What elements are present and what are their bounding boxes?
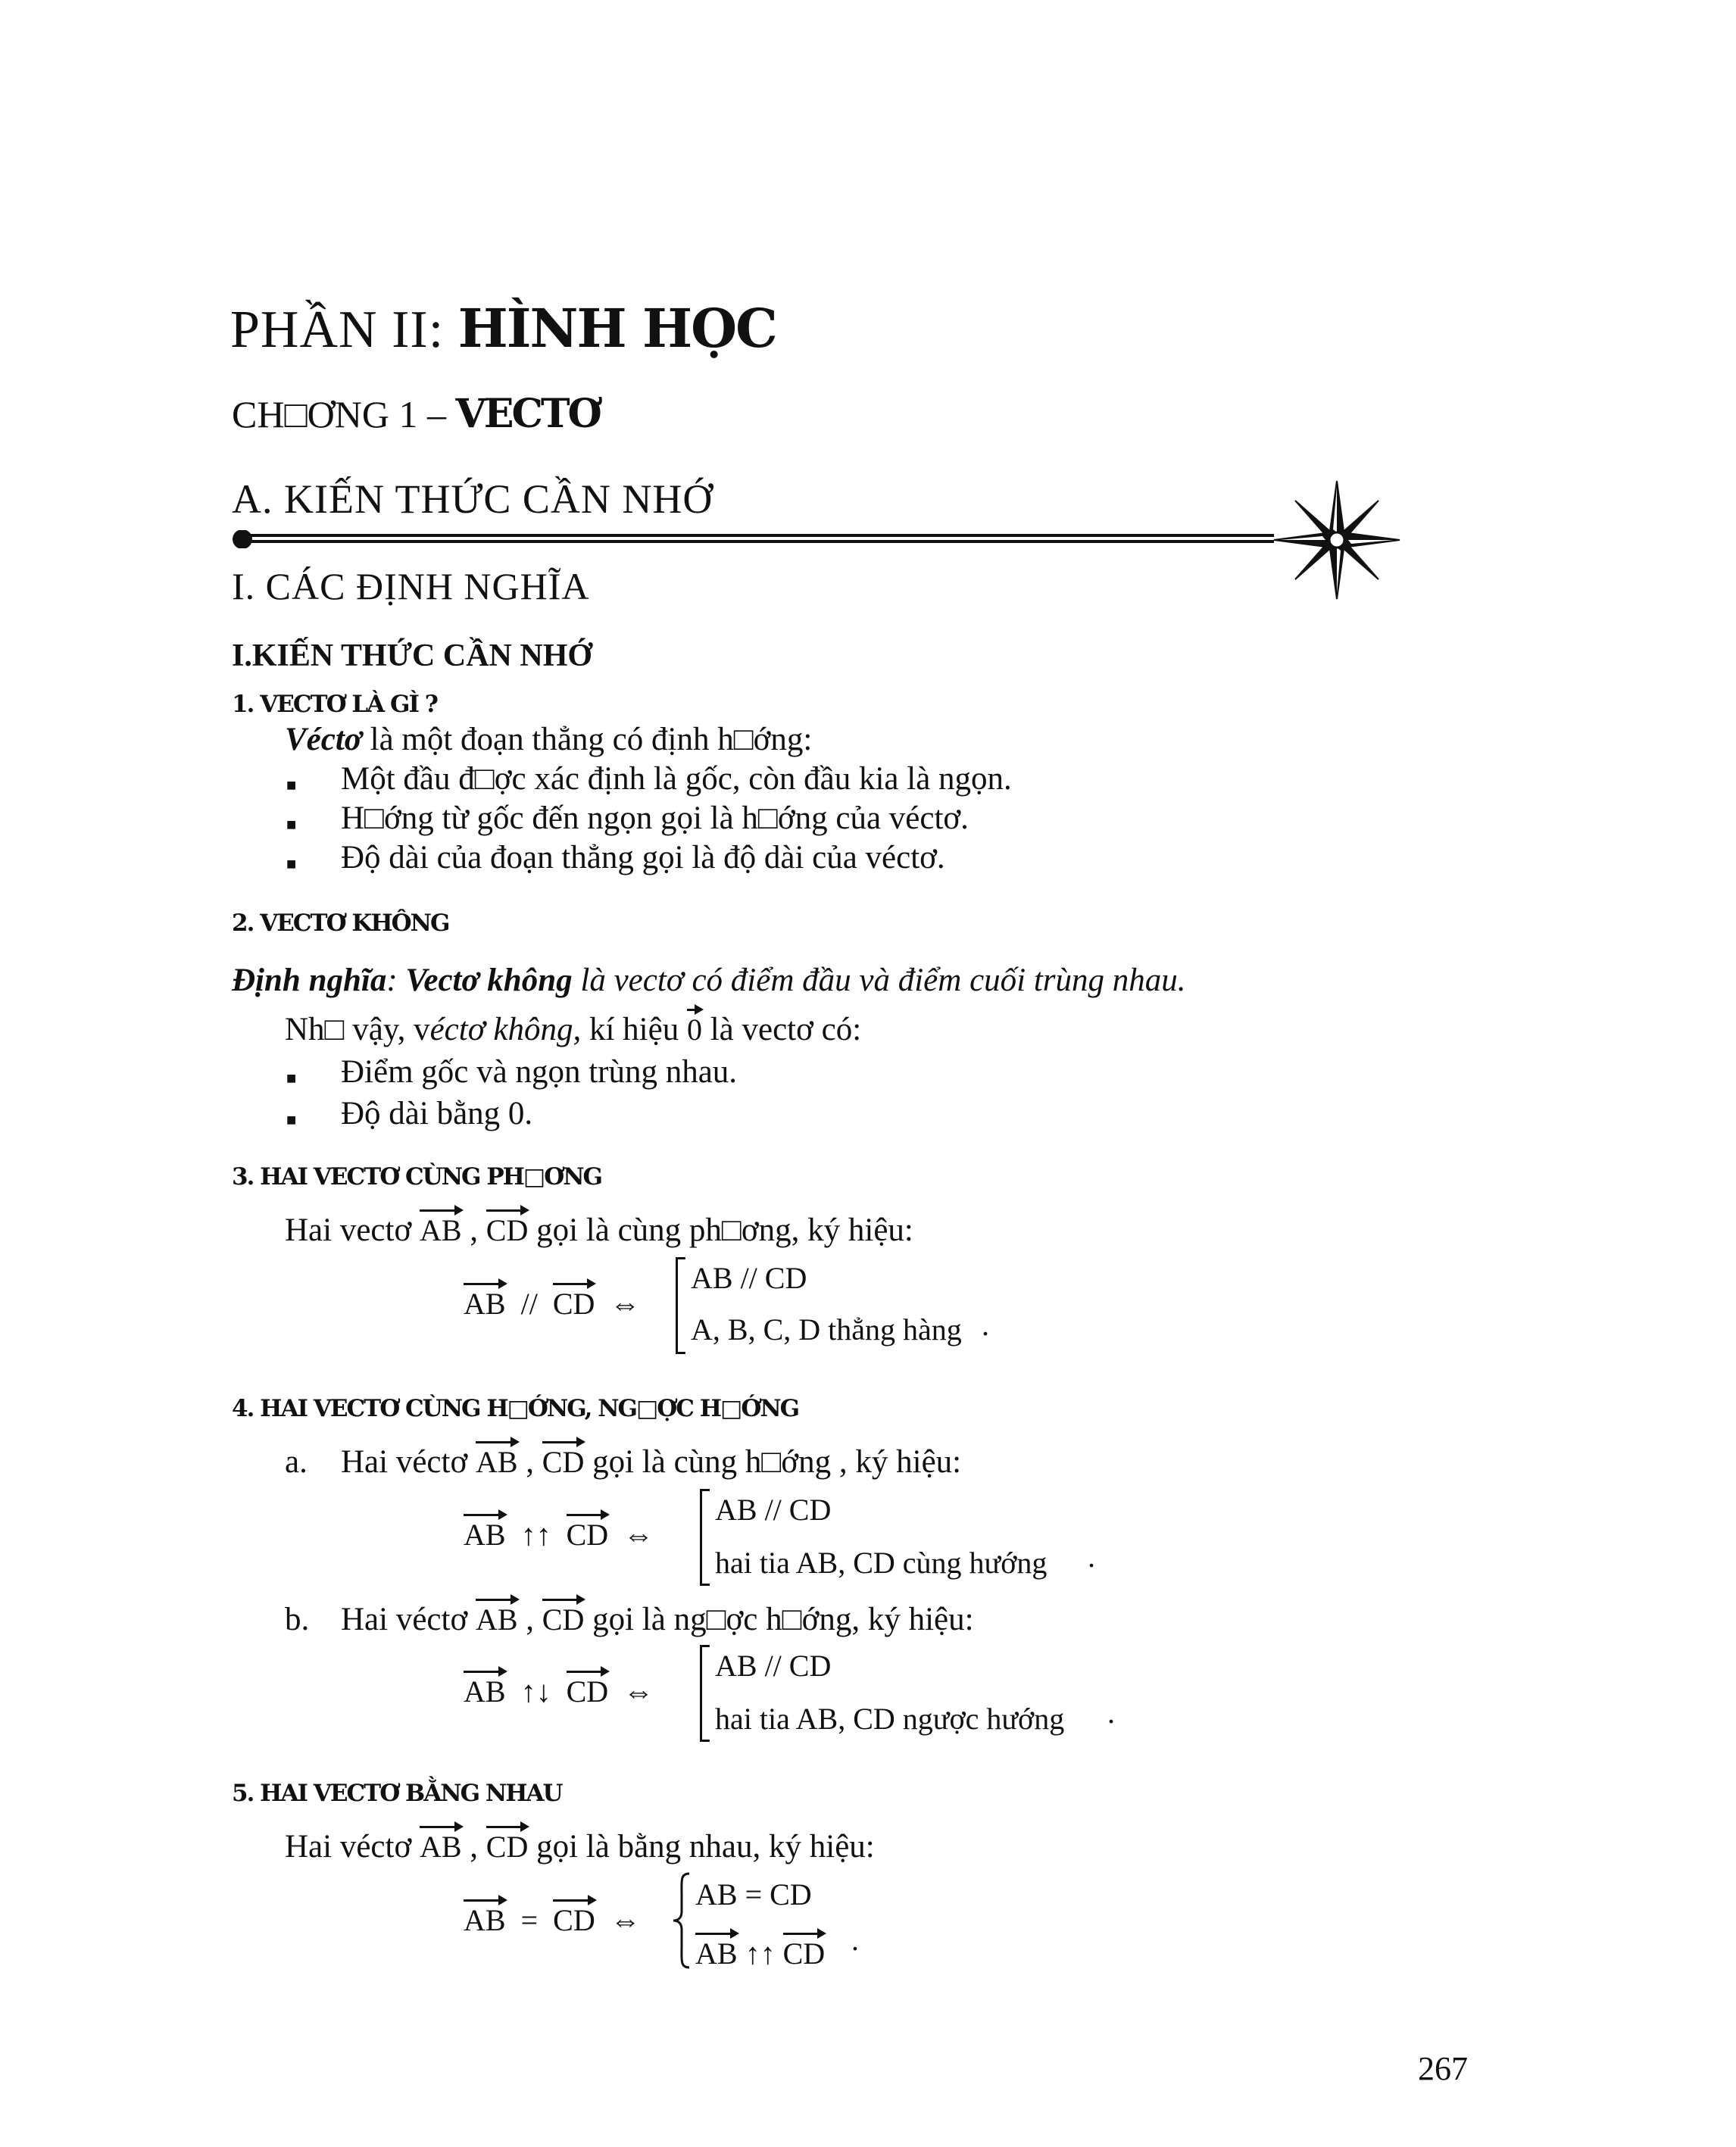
item3-condition-2: A, B, C, D thẳng hàng	[691, 1312, 962, 1347]
item4b-intro-b: gọi là ng□ợc h□ớng, ký hiệu:	[584, 1602, 974, 1637]
item3-intro	[285, 1212, 913, 1249]
item4b-bracket	[700, 1645, 710, 1742]
item5-intro	[285, 1828, 875, 1865]
item3-condition-1: AB // CD	[691, 1261, 807, 1295]
item2-zero-vector-line	[285, 1011, 861, 1048]
knowledge-heading: I.KIẾN THỨC CẦN NHỚ	[232, 638, 593, 673]
item2-line-c: kí hiệu	[581, 1012, 687, 1047]
bullet-icon: ■	[286, 775, 297, 794]
item2-bullet-2: Độ dài bằng 0.	[341, 1096, 533, 1131]
chapter-title	[232, 391, 600, 437]
vector-ab: AB	[475, 1602, 518, 1637]
vector-cd: CD	[486, 1213, 529, 1247]
item4b-intro	[341, 1601, 974, 1638]
item4a-intro-a: Hai véctơ	[341, 1444, 476, 1480]
comma: ,	[517, 1602, 535, 1637]
item4b-equivalence	[464, 1674, 654, 1709]
section-a-heading: A. KIẾN THỨC CẦN NHỚ	[232, 476, 713, 522]
item4a-equivalence	[464, 1517, 654, 1553]
bullet-icon: ■	[286, 1069, 297, 1088]
item4a-bracket	[700, 1489, 710, 1586]
item5-intro-a: Hai véctơ	[285, 1829, 420, 1865]
same-direction-symbol: ↑↑	[745, 1936, 776, 1971]
iff-symbol: ⇔	[623, 1674, 654, 1709]
period: .	[851, 1923, 859, 1957]
iff-symbol: ⇔	[610, 1287, 641, 1321]
vector-cd: CD	[552, 1287, 595, 1321]
vector-ab: AB	[464, 1518, 506, 1552]
item4a-condition-2: hai tia AB, CD cùng hướng	[715, 1546, 1048, 1580]
part-title	[230, 297, 776, 360]
item3-equivalence	[464, 1286, 640, 1322]
bullet-icon: ■	[286, 854, 297, 873]
vector-ab: AB	[464, 1287, 506, 1321]
item4b-condition-1: AB // CD	[715, 1649, 832, 1683]
vector-ab: AB	[419, 1830, 462, 1864]
same-direction-symbol: ↑↑	[520, 1518, 551, 1552]
item3-intro-b: gọi là cùng ph□ơng, ký hiệu:	[528, 1212, 913, 1248]
zero-vector: 0	[686, 1013, 702, 1047]
item1-bullet-2: H□ớng từ gốc đến ngọn gọi là h□ớng của véctơ.	[341, 800, 969, 836]
section-divider	[232, 530, 1274, 548]
period: .	[982, 1308, 989, 1342]
chapter-prefix: CH□ƠNG 1 –	[232, 393, 456, 435]
item2-line-b: éctơ không,	[429, 1012, 582, 1047]
item2-definition	[232, 962, 1186, 999]
item4a-condition-1: AB // CD	[715, 1493, 832, 1527]
item1-bullet-3: Độ dài của đoạn thẳng gọi là độ dài của véctơ.	[341, 840, 945, 875]
item4a-intro	[341, 1443, 961, 1481]
vector-cd: CD	[486, 1830, 529, 1864]
vector-ab: AB	[475, 1445, 518, 1479]
item4a-intro-b: gọi là cùng h□ớng , ký hiệu:	[584, 1444, 962, 1480]
vector-ab: AB	[464, 1674, 506, 1709]
item4a-label: a.	[285, 1444, 308, 1480]
item5-heading: 5. HAI VECTƠ BẰNG NHAU	[232, 1780, 562, 1807]
comma: ,	[461, 1829, 479, 1865]
item3-intro-a: Hai vectơ	[285, 1212, 420, 1248]
vector-cd: CD	[566, 1674, 609, 1709]
curly-brace-icon	[671, 1872, 692, 1969]
iff-symbol: ⇔	[610, 1903, 641, 1937]
item2-def-rest: là vectơ có điểm đầu và điểm cuối trùng nhau.	[572, 963, 1186, 998]
item2-line-a: Nh□ vậy, v	[285, 1012, 430, 1047]
bullet-icon: ■	[286, 815, 297, 834]
vector-cd: CD	[542, 1445, 585, 1479]
item4b-label: b.	[285, 1602, 310, 1637]
item4b-condition-2: hai tia AB, CD ngược hướng	[715, 1702, 1065, 1736]
item2-bullet-1: Điểm gốc và ngọn trùng nhau.	[341, 1054, 738, 1090]
equals-symbol: =	[520, 1903, 539, 1937]
item2-def-label: Định nghĩa	[232, 963, 387, 998]
vector-ab: AB	[695, 1936, 738, 1971]
item1-definition-rest: là một đoạn thẳng có định h□ớng:	[361, 722, 813, 757]
iff-symbol: ⇔	[623, 1518, 654, 1552]
comma: ,	[517, 1444, 535, 1480]
item1-bullet-1: Một đầu đ□ợc xác định là gốc, còn đầu kia là ngọn.	[341, 761, 1012, 797]
vector-ab: AB	[464, 1903, 506, 1937]
item4-heading: 4. HAI VECTƠ CÙNG H□ỚNG, NG□ỢC H□ỚNG	[232, 1395, 799, 1422]
vector-cd: CD	[542, 1602, 585, 1637]
item5-condition-2	[695, 1936, 825, 1971]
vector-cd: CD	[566, 1518, 609, 1552]
item4b-intro-a: Hai véctơ	[341, 1602, 476, 1637]
part-name: HÌNH HỌC	[457, 297, 776, 360]
vector-ab: AB	[419, 1213, 462, 1247]
item5-condition-1: AB = CD	[695, 1877, 812, 1911]
chapter-name: VECTƠ	[455, 391, 600, 437]
item1-term: Véctơ	[285, 722, 362, 757]
item5-equivalence	[464, 1902, 641, 1938]
part-prefix: PHẦN II:	[230, 301, 458, 359]
page-number: 267	[1418, 2050, 1468, 2087]
item1-heading: 1. VECTƠ LÀ GÌ ?	[232, 691, 437, 718]
item2-def-term: Vectơ không	[405, 963, 573, 998]
bullet-icon: ■	[286, 1110, 297, 1129]
vector-cd: CD	[782, 1936, 826, 1971]
comma: ,	[461, 1212, 479, 1248]
period: .	[1107, 1696, 1115, 1730]
period: .	[1088, 1540, 1095, 1574]
opposite-direction-symbol: ↑↓	[520, 1674, 551, 1709]
item2-def-colon: :	[386, 963, 406, 998]
item2-line-d: là vectơ có:	[701, 1012, 862, 1047]
compass-star-icon	[1272, 479, 1401, 601]
parallel-symbol: //	[520, 1287, 538, 1321]
vector-cd: CD	[553, 1903, 595, 1937]
item3-bracket	[676, 1257, 685, 1354]
item2-heading: 2. VECTƠ KHÔNG	[232, 910, 449, 937]
item3-heading: 3. HAI VECTƠ CÙNG PH□ƠNG	[232, 1163, 602, 1191]
item1-definition	[285, 721, 812, 758]
subsection-i-heading: I. CÁC ĐỊNH NGHĨA	[232, 565, 590, 607]
item5-intro-b: gọi là bằng nhau, ký hiệu:	[528, 1829, 875, 1865]
